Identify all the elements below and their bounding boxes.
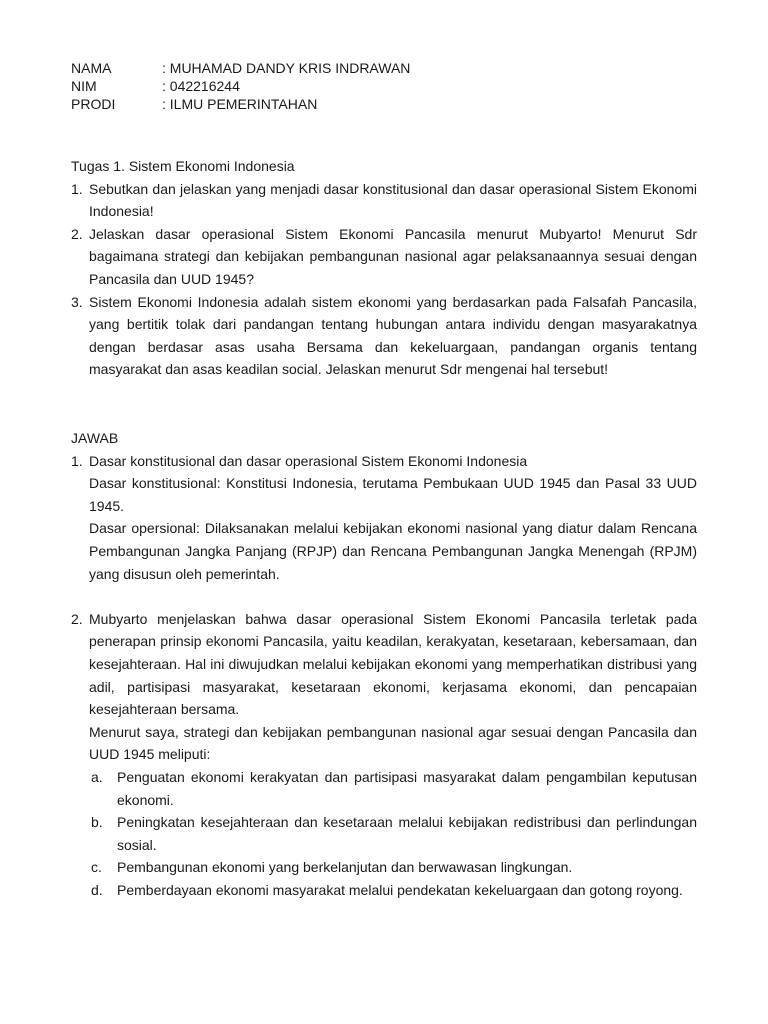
info-row-prodi xyxy=(71,95,410,113)
strategy-list-item xyxy=(71,766,697,811)
info-value: : ILMU PEMERINTAHAN xyxy=(162,96,318,112)
list-letter: c. xyxy=(91,859,102,876)
question-item xyxy=(71,223,697,291)
info-label: NIM xyxy=(71,78,97,94)
answer-section xyxy=(71,427,697,901)
spacer xyxy=(71,585,697,608)
question-item xyxy=(71,178,697,223)
question-item xyxy=(71,291,697,381)
info-row-nim xyxy=(71,77,410,95)
answer-paragraph: Dasar konstitusional: Konstitusi Indonesia, terutama Pembukaan UUD 1945 dan Pasal 33 UUD 1945. xyxy=(89,475,697,514)
list-text: Penguatan ekonomi kerakyatan dan partisipasi masyarakat dalam pengambilan keputusan ekonomi. xyxy=(117,768,697,808)
info-value: : MUHAMAD DANDY KRIS INDRAWAN xyxy=(162,60,411,76)
student-info xyxy=(71,59,410,113)
question-number: 3. xyxy=(71,293,83,310)
info-value: : 042216244 xyxy=(162,78,240,94)
answer-paragraph: Dasar opersional: Dilaksanakan melalui kebijakan ekonomi nasional yang diatur dalam Rencana Pembangunan Jangka Panjang (RPJP) dan Rencana Pembangunan Jangka Menengah (RPJM) yang disusun oleh pemerintah. xyxy=(89,520,697,582)
question-text: Sistem Ekonomi Indonesia adalah sistem ekonomi yang berdasarkan pada Falsafah Pancasila, yang bertitik tolak dari pandangan tentang hubungan antara individu dengan masyarakatnya dengan berdasar asas usaha Bersama dan kekeluargaan, pandangan organis tentang masyarakat dan asas keadilan social. Jelaskan menurut Sdr mengenai hal tersebut! xyxy=(89,293,697,378)
list-text: Peningkatan kesejahteraan dan kesetaraan melalui kebijakan redistribusi dan perlindungan sosial. xyxy=(117,814,697,853)
question-number: 1. xyxy=(71,180,83,197)
answer-heading: Dasar konstitusional dan dasar operasional Sistem Ekonomi Indonesia xyxy=(89,452,528,469)
answer-item-1 xyxy=(71,450,697,586)
answer-number: 2. xyxy=(71,610,83,627)
answer-item-2 xyxy=(71,608,697,766)
list-text: Pemberdayaan ekonomi masyarakat melalui pendekatan kekeluargaan dan gotong royong. xyxy=(117,881,683,898)
info-row-nama xyxy=(71,59,410,77)
task-title: Tugas 1. Sistem Ekonomi Indonesia xyxy=(71,158,295,174)
answer-paragraph: Mubyarto menjelaskan bahwa dasar operasional Sistem Ekonomi Pancasila terletak pada penerapan prinsip ekonomi Pancasila, yaitu keadilan, kerakyatan, kesetaraan, kebersamaan, dan kesejahteraan. Hal ini diwujudkan melalui kebijakan ekonomi yang memperhatikan distribusi yang adil, partisipasi masyarakat, kesetaraan ekonomi, kerjasama ekonomi, dan pencapaian kesejahteraan bersama. xyxy=(89,610,697,718)
question-text: Jelaskan dasar operasional Sistem Ekonomi Pancasila menurut Mubyarto! Menurut Sdr bagaimana strategi dan kebijakan pembangunan nasional agar pelaksanaannya sesuai dengan Pancasila dan UUD 1945? xyxy=(89,225,697,287)
list-letter: d. xyxy=(91,881,103,898)
task-section xyxy=(71,155,697,381)
list-letter: a. xyxy=(91,768,103,785)
info-label: PRODI xyxy=(71,96,116,112)
question-number: 2. xyxy=(71,225,83,242)
answer-number: 1. xyxy=(71,452,83,469)
list-text: Pembangunan ekonomi yang berkelanjutan dan berwawasan lingkungan. xyxy=(117,859,573,876)
strategy-list-item xyxy=(71,879,697,902)
list-letter: b. xyxy=(91,814,103,831)
answer-title: JAWAB xyxy=(71,430,119,446)
strategy-list-item xyxy=(71,856,697,879)
strategy-list-item xyxy=(71,811,697,856)
answer-paragraph: Menurut saya, strategi dan kebijakan pembangunan nasional agar sesuai dengan Pancasila dan UUD 1945 meliputi: xyxy=(89,723,697,763)
info-label: NAMA xyxy=(71,60,112,76)
question-text: Sebutkan dan jelaskan yang menjadi dasar konstitusional dan dasar operasional Sistem Ekonomi Indonesia! xyxy=(89,180,697,220)
